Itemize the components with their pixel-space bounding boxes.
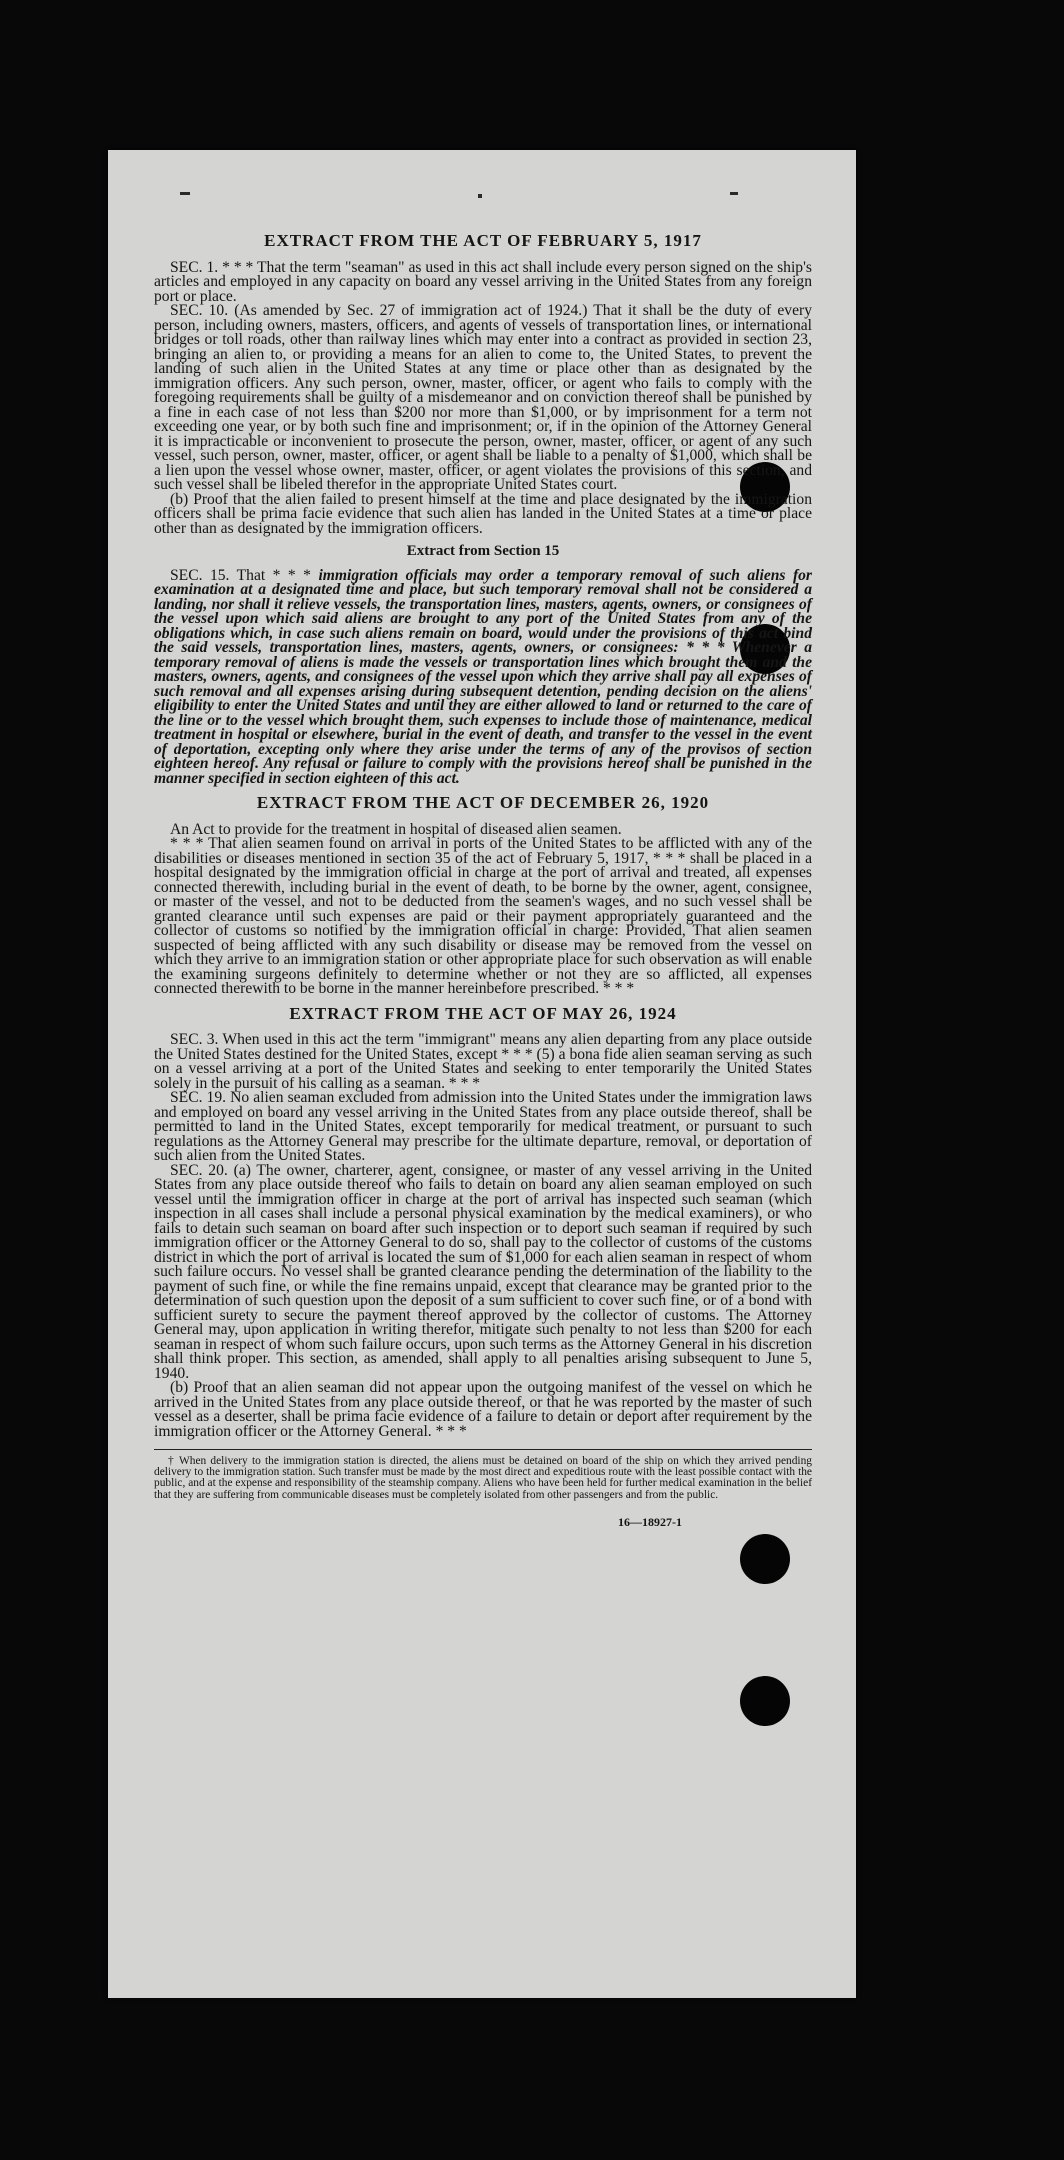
paragraph-1920: * * * That alien seamen found on arrival in ports of the United States to be afflicted with any of the disabilities or diseases mentioned in section 35 of the act of February 5, 1917, * * * shall be placed in a hospital designated by the immigration official in charge at the port of arrival and treated, all expenses connected therewith, including burial in the event of death, to be borne by the owner, agent, consignee, or master of the vessel, and not to be deducted from the seamen's wages, and no such vessel shall be granted clearance until such expenses are paid or their payment appropriately guaranteed and the collector of customs so notified by the immigration official in charge: Provided, That alien seamen suspected of being afflicted with any such disability or disease may be removed from the vessel on which they arrive to an immigration station or other appropriate place for such observation as will enable the examining surgeons definitely to determine whether or not they are so afflicted, all expenses connected therewith to be borne in the manner hereinbefore prescribed. * * *	[154, 835, 812, 997]
footnote-text: † When delivery to the immigration station is directed, the aliens must be detained on board of the ship on which they arrived pending delivery to the immigration station. Such transfer must be made by the most direct and expeditious route with the least possible contact with the public, and at the expense and responsibility of the steamship company. Aliens who have been held for further medical examination in the belief that they are suffering from communicable diseases must be completely isolated from other passengers and from the public.	[154, 1455, 812, 1501]
footnote	[154, 1449, 812, 1501]
heading-act-1924: EXTRACT FROM THE ACT OF MAY 26, 1924	[289, 1003, 677, 1023]
document-page	[108, 150, 856, 1998]
paragraph-sec-20b: (b) Proof that an alien seaman did not appear upon the outgoing manifest of the vessel on which he arrived in the United States from any place outside thereof, or that he was reported by the master of such vessel as a deserter, shall be prima facie evidence of a failure to detain or deport after requirement by the immigration officer or the Attorney General. * * *	[154, 1379, 812, 1440]
paragraph-sec-15	[154, 566, 813, 787]
paragraph-sec-20: SEC. 20. (a) The owner, charterer, agent, consignee, or master of any vessel arriving in the United States from any place outside thereof who fails to detain on board any alien seaman employed on such vessel until the immigration officer in charge at the port of arrival has inspected such seaman (which inspection in all cases shall include a personal physical examination by the medical examiners), or who fails to detain such seaman on board after such inspection or to deport such seaman if required by such immigration officer or the Attorney General to do so, shall pay to the collector of customs of the customs district in which the port of arrival is located the sum of $1,000 for each alien seaman in respect of whom such failure occurs. No vessel shall be granted clearance pending the determination of the liability to the payment of such fine, or while the fine remains unpaid, except that clearance may be granted prior to the determination of such question upon the deposit of a sum sufficient to cover such fine, or of a bond with sufficient surety to secure the payment thereof approved by the collector of customs. The Attorney General may, upon application in writing therefor, mitigate such penalty to not less than $200 for each seaman in respect of whom such failure occurs, upon such terms as the Attorney General in his discretion shall think proper. This section, as amended, shall apply to all penalties arising subsequent to June 5, 1940.	[154, 1161, 812, 1382]
paragraph-sec-1: SEC. 1. * * * That the term "seaman" as used in this act shall include every person signed on the ship's articles and employed in any capacity on board any vessel arriving in the United States from any foreign port or place.	[154, 258, 812, 305]
paper-speck	[180, 192, 190, 195]
heading-act-1920: EXTRACT FROM THE ACT OF DECEMBER 26, 1920	[256, 793, 710, 812]
heading-act-1917: EXTRACT FROM THE ACT OF FEBRUARY 5, 1917	[264, 231, 702, 250]
punch-hole	[740, 1676, 790, 1726]
paragraph-sec-19: SEC. 19. No alien seaman excluded from admission into the United States under the immigration laws and employed on board any vessel arriving in the United States from any place outside thereof, shall be permitted to land in the United States, except temporarily for medical treatment, or pursuant to such regulations as the Attorney General may prescribe for the ultimate departure, removal, or deportation of such alien from the United States.	[154, 1089, 812, 1164]
sec-15-italic-text: immigration officials may order a temporary removal of such aliens for examination at a designated time and place, but such temporary removal shall not be considered a landing, nor shall it relieve vessels, the transportation lines, masters, agents, owners, or consignees of the vessel upon which said aliens are brought to any port of the United States from any of the obligations which, in case such aliens remain on board, would under the provisions of this act bind the said vessels, transportation lines, masters, agents, owners, or consignees: * * * Whenever a temporary removal of aliens is made the vessels or transportation lines which brought them and the masters, owners, agents, and consignees of the vessel upon which they arrive shall pay all expenses of such removal and all expenses arising during subsequent detention, pending decision on the aliens' eligibility to enter the United States and until they are either allowed to land or returned to the care of the line or to the vessel which brought them, such expenses to include those of maintenance, medical treatment in hospital or elsewhere, burial in the event of death, and transfer to the vessel in the event of deportation, excepting only where they arise under the terms of any of the provisos of section eighteen hereof. Any refusal or failure to comply with the provisions hereof shall be punished in the manner specified in section eighteen of this act.	[154, 566, 813, 787]
paper-speck	[478, 194, 482, 198]
paragraph-sec-10: SEC. 10. (As amended by Sec. 27 of immigration act of 1924.) That it shall be the duty of every person, including owners, masters, officers, and agents of vessels of transportation lines, or international bridges or toll roads, other than railway lines which may enter into a contract as provided in section 23, bringing an alien to, or providing a means for an alien to come to, the United States, to prevent the landing of such alien in the United States at any time or place other than as designated by the immigration officers. Any such person, owner, master, officer, or agent who fails to comply with the foregoing requirements shall be guilty of a misdemeanor and on conviction thereof shall be punished by a fine in each case of not less than $200 nor more than $1,000, or by imprisonment for a term not exceeding one year, or by both such fine and imprisonment; or, if in the opinion of the Attorney General it is impracticable or inconvenient to prosecute the person, owner, master, officer, or agent of any such vessel, such person, owner, master, officer, or agent shall be liable to a penalty of $1,000, which shall be a lien upon the vessel whose owner, master, officer, or agent violates the provisions of this section, and such vessel shall be libeled therefor in the appropriate United States court.	[154, 302, 812, 493]
heading-section-15: Extract from Section 15	[406, 543, 560, 559]
paragraph-sec-3: SEC. 3. When used in this act the term "immigrant" means any alien departing from any place outside the United States destined for the United States, except * * * (5) a bona fide alien seaman serving as such on a vessel arriving at a port of the United States and seeking to enter temporarily the United States solely in the pursuit of his calling as a seaman. * * *	[154, 1031, 812, 1092]
punch-hole	[740, 1534, 790, 1584]
paragraph-1920-title: An Act to provide for the treatment in hospital of diseased alien seamen.	[170, 820, 622, 838]
sec-15-lead: SEC. 15. That * * *	[170, 566, 311, 584]
paper-speck	[730, 192, 738, 195]
paragraph-sec-10b: (b) Proof that the alien failed to present himself at the time and place designated by the immigration officers shall be prima facie evidence that such alien has landed in the United States at a time or place other than as designated by the immigration officers.	[154, 490, 812, 537]
form-code: 16—18927-1	[618, 1514, 682, 1529]
document-text	[154, 231, 813, 1529]
